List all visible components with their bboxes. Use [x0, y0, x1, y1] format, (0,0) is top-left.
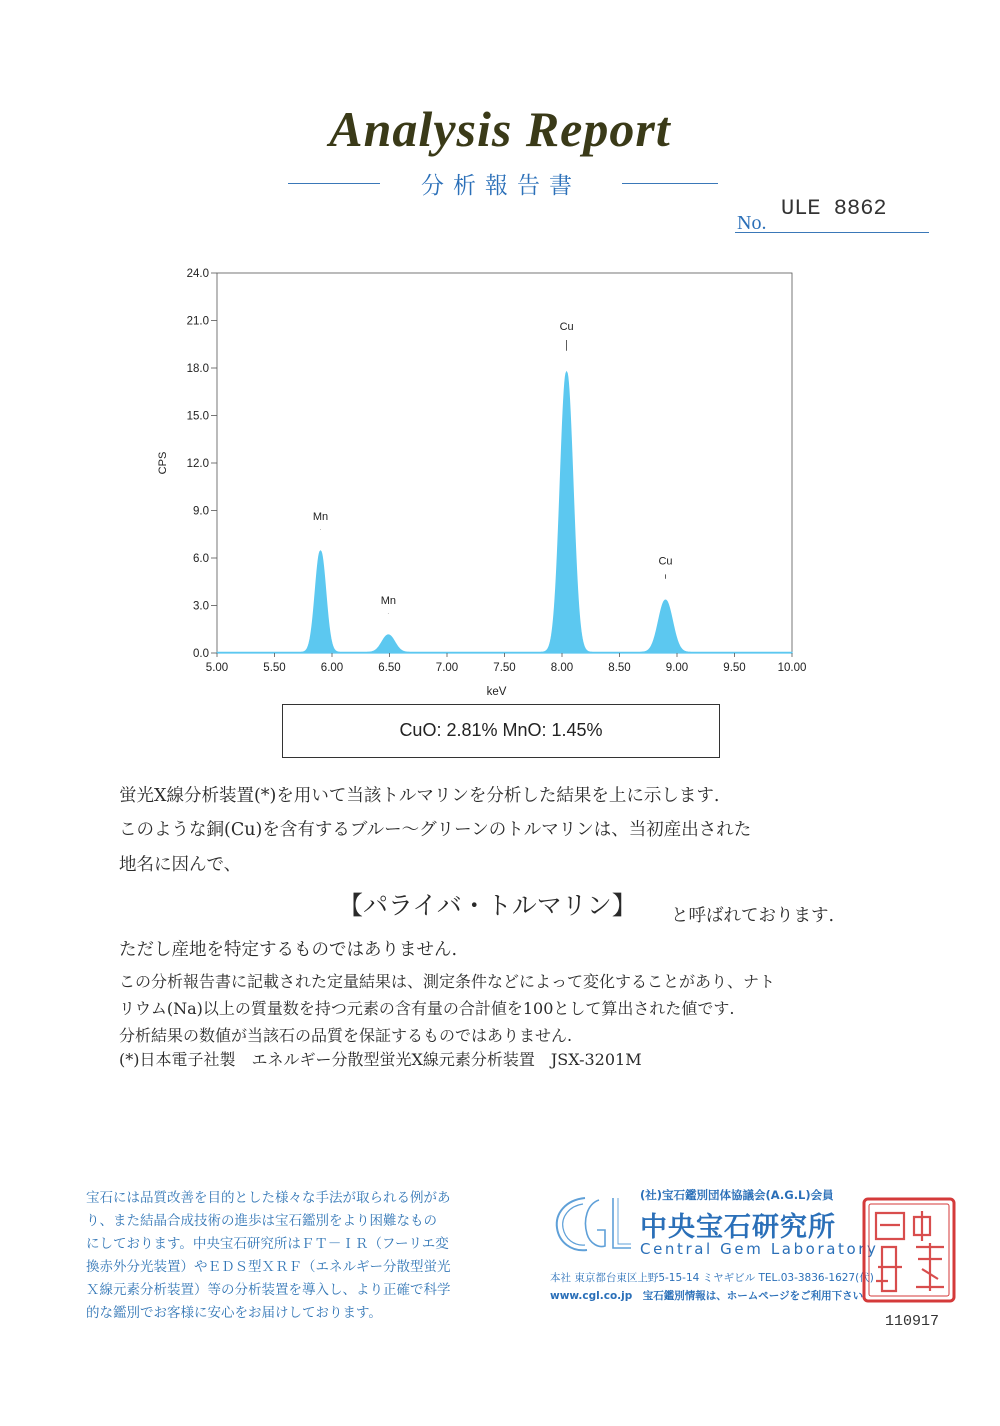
plot-frame	[217, 273, 792, 653]
spectrum-series	[217, 372, 792, 653]
y-tick-label: 6.0	[193, 553, 209, 565]
x-tick-label: 6.50	[378, 662, 401, 674]
report-number-label: No.	[737, 212, 767, 234]
y-tick-label: 15.0	[186, 410, 209, 423]
x-tick-label: 9.50	[723, 662, 746, 674]
x-axis-label: keV	[486, 686, 507, 698]
y-tick-label: 18.0	[186, 363, 209, 375]
report-number-underline	[735, 232, 929, 233]
report-subtitle: 分析報告書	[421, 173, 581, 199]
paraiba-tourmaline-heading: 【パライバ・トルマリン】	[338, 891, 637, 920]
peak-label-cu-3: Cu	[658, 555, 673, 568]
cgl-logo-icon	[547, 1190, 637, 1260]
x-tick-label: 5.00	[205, 662, 229, 674]
notice-line-2: り、また結晶合成技術の進歩は宝石鑑別をより困難なもの	[86, 1213, 437, 1229]
y-tick-label: 0.0	[193, 648, 209, 660]
note-line-1: この分析報告書に記載された定量結果は、測定条件などによって変化することがあり、ナト	[119, 972, 776, 991]
body-paragraph-2: このような銅(Cu)を含有するブルー〜グリーンのトルマリンは、当初産出された	[119, 820, 752, 840]
x-tick-label: 5.50	[263, 662, 286, 674]
red-seal-stamp-icon	[860, 1195, 960, 1307]
body-paragraph-1: 蛍光X線分析装置(*)を用いて当該トルマリンを分析した結果を上に示します.	[119, 786, 720, 806]
plot-area	[157, 268, 806, 698]
paraiba-suffix: と呼ばれております.	[671, 906, 835, 926]
note-line-2: リウム(Na)以上の質量数を持つ元素の含有量の合計値を100として算出された値です.	[119, 999, 735, 1018]
x-tick-label: 10.00	[777, 662, 807, 674]
notice-line-4: 換赤外分光装置）やＥＤＳ型ＸＲＦ（エネルギー分散型蛍光	[86, 1259, 451, 1275]
y-tick-label: 21.0	[186, 315, 209, 328]
y-tick-label: 9.0	[193, 505, 209, 518]
body-paragraph-3: 地名に因んで、	[119, 855, 242, 875]
lab-address: 本社 東京都台東区上野5-15-14 ミヤギビル TEL.03-3836-1627(代)	[550, 1272, 874, 1284]
subtitle-rule-left	[288, 183, 380, 184]
lab-name-japanese: 中央宝石研究所	[640, 1212, 836, 1243]
x-tick-label: 7.50	[493, 662, 516, 674]
subtitle-rule-right	[622, 183, 718, 184]
y-tick-label: 24.0	[186, 268, 209, 280]
notice-line-6: 的な鑑別でお客様に安心をお届けしております。	[86, 1305, 382, 1321]
notice-line-3: にしております。中央宝石研究所はＦＴ－ＩＲ（フーリエ変	[86, 1236, 449, 1252]
report-title: Analysis Report	[329, 101, 671, 157]
x-tick-label: 7.00	[435, 662, 459, 674]
lab-website: www.cgl.co.jp 宝石鑑別情報は、ホームページをご利用下さい	[550, 1290, 864, 1302]
y-tick-label: 12.0	[186, 458, 209, 470]
x-tick-label: 8.00	[550, 662, 574, 674]
note-line-3: 分析結果の数値が当該石の品質を保証するものではありません.	[119, 1026, 573, 1045]
notice-line-5: Ｘ線元素分析装置）等の分析装置を導入し、より正確で科学	[86, 1282, 451, 1298]
result-values: CuO: 2.81% MnO: 1.45%	[399, 720, 603, 740]
xrf-spectrum-chart	[140, 255, 820, 705]
y-axis-label: CPS	[157, 451, 169, 475]
association-membership: (社)宝石鑑別団体協議会(A.G.L)会員	[640, 1188, 834, 1202]
peak-label-cu-2: Cu	[559, 321, 574, 333]
x-tick-label: 9.00	[665, 662, 689, 674]
notice-line-1: 宝石には品質改善を目的とした様々な手法が取られる例があ	[86, 1190, 451, 1206]
body-paragraph-4: ただし産地を特定するものではありません.	[119, 940, 458, 960]
lab-name-english: Central Gem Laboratory	[640, 1240, 879, 1258]
document-number: 110917	[885, 1313, 940, 1330]
peak-label-mn-0: Mn	[312, 511, 329, 523]
x-tick-label: 8.50	[608, 662, 631, 674]
note-line-4: (*)日本電子社製 エネルギー分散型蛍光X線元素分析装置 JSX-3201M	[119, 1050, 642, 1069]
report-number: ULE 8862	[781, 196, 887, 221]
y-tick-label: 3.0	[193, 600, 209, 613]
x-tick-label: 6.00	[320, 662, 344, 674]
peak-label-mn-1: Mn	[380, 594, 396, 607]
